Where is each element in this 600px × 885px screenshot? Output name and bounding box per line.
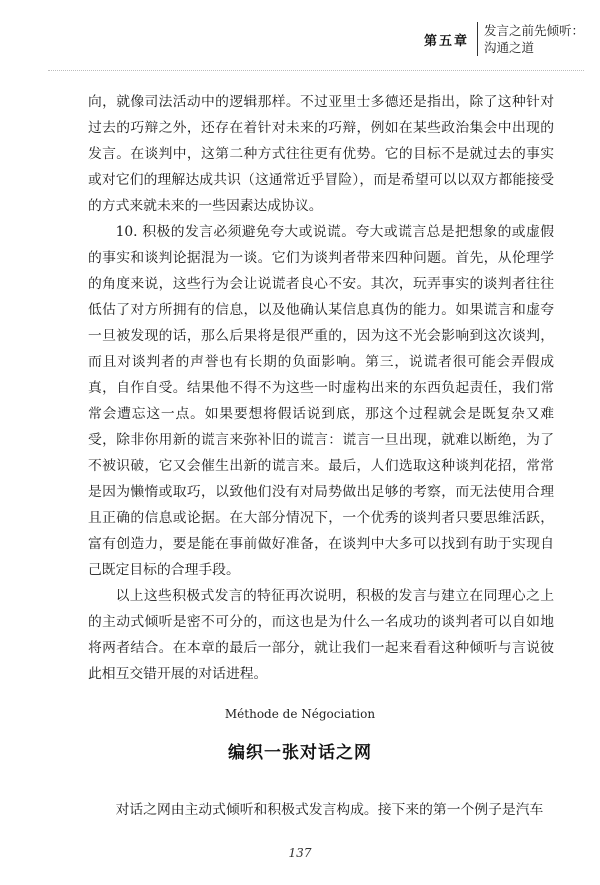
section-title: 编织一张对话之网 [228,743,372,763]
paragraph-point-10: 10. 积极的发言必须避免夸大或说谎。夸大或谎言总是把想象的或虚假的事实和谈判论据混为一谈。它们为谈判者带来四种问题。首先，从伦理学的角度来说，这些行为会让说谎者良心不安。其次，玩弄事实的谈判者往往低估了对方所拥有的信息，以及他确认某信息真伪的能力。如果谎言和虚夸一旦被发现的话，那么后果将是很严重的，因为这不光会影响到这次谈判，而且对谈判者的声誉也有长期的负面影响。第三，说谎者很可能会弄假成真，自作自受。结果他不得不为这些一时虚构出来的东西负起责任，我们常常会遭忘这一点。如果要想将假话说到底，那这个过程就会是既复杂又难受，除非你用新的谎言来弥补旧的谎言：谎言一旦出现，就难以断绝，为了不被识破，它又会催生出新的谎言来。最后，人们选取这种谈判花招，常常是因为懒惰或取巧，以致他们没有对局势做出足够的考察，而无法使用合理且正确的信息或论据。在大部分情况下，一个优秀的谈判者只要思维活跃，富有创造力，要是能在事前做好准备，在谈判中大多可以找到有助于实现自己既定目标的合理手段。 [88,224,554,578]
paragraph-summary: 以上这些积极式发言的特征再次说明，积极的发言与建立在同理心之上的主动式倾听是密不可分的，而这也是为什么一名成功的谈判者可以自如地将两者结合。在本章的最后一部分，就让我们一起来看看这种倾听与言说彼此相互交错开展的对话进程。 [88,588,554,682]
chapter-label: 第五章 [423,33,469,49]
running-header [424,14,584,64]
paragraph-continued: 向，就像司法活动中的逻辑那样。不过亚里士多德还是指出，除了这种针对过去的巧辩之外，还存在着针对未来的巧辩，例如在某些政治集会中出现的发言。在谈判中，这第二种方式往往更有优势。它的目标不是就过去的事实或对它们的理解达成共识（这通常近乎冒险），而是希望可以以双方都能接受的方式来就未来的一些因素达成协议。 [88,94,554,214]
body-text [88,89,554,687]
page-number: 137 [288,846,312,860]
header-divider [48,70,584,71]
chapter-title [477,22,584,56]
chapter-title-line1: 发言之前先倾听： [483,23,584,38]
chapter-title-line2: 沟通之道 [483,40,534,55]
section-label: Méthode de Négociation [224,707,376,721]
section-intro-paragraph: 对话之网由主动式倾听和积极式发言构成。接下来的第一个例子是汽车 [115,802,544,818]
